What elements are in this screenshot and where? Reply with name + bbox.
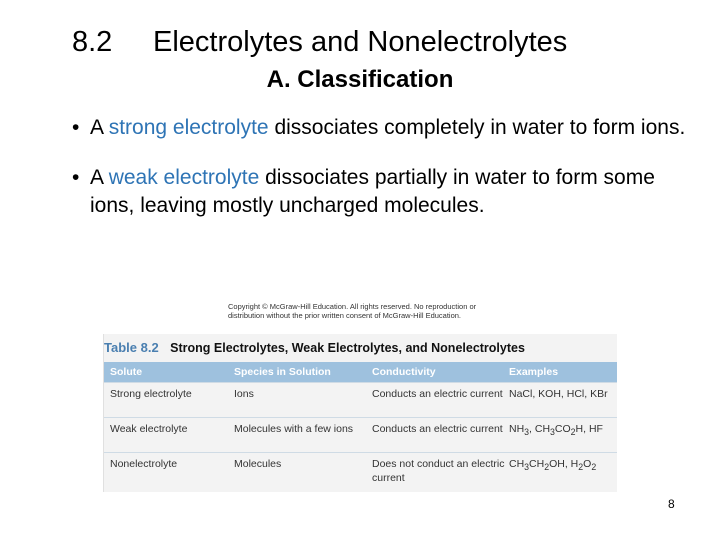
table-row [104, 452, 617, 487]
bullet-list [72, 114, 692, 242]
table-header-cell: Species in Solution [234, 366, 331, 378]
table-cell: Strong electrolyte [110, 388, 192, 400]
table-row [104, 417, 617, 452]
bullet-post: dissociates partially in water to form some ions, leaving mostly uncharged molecules. [90, 166, 655, 217]
table-cell: Conducts an electric current [372, 423, 503, 435]
table-cell: Ions [234, 388, 254, 400]
table-header-cell: Examples [509, 366, 559, 378]
page-number: 8 [668, 497, 675, 511]
bullet-post: dissociates completely in water to form ions. [268, 116, 686, 139]
table-cell-formula: $NH_3$, $CH_3CO_2H$, HF [509, 423, 603, 438]
table-cell: Molecules [234, 458, 282, 470]
title-text: Electrolytes and Nonelectrolytes [153, 26, 568, 58]
subtitle-text: A. Classification [266, 66, 454, 93]
table-cell-formula: NaCl, KOH, HCl, KBr [509, 388, 608, 400]
table-number: Table 8.2 [104, 340, 159, 355]
electrolyte-table [103, 334, 617, 492]
slide-subtitle [0, 66, 720, 94]
table-cell: Weak electrolyte [110, 423, 188, 435]
bullet-highlight: weak electrolyte [108, 166, 260, 189]
bullet-pre: A [90, 116, 109, 139]
table-header-cell: Solute [110, 366, 143, 378]
table-cell: Nonelectrolyte [110, 458, 178, 470]
table-cell: Conducts an electric current [372, 388, 503, 400]
bullet-item [72, 164, 692, 220]
bullet-highlight: strong electrolyte [108, 116, 269, 139]
table-cell-formula: $CH_3CH_2OH$, $H_2O_2$ [509, 458, 597, 473]
copyright-notice: Copyright © McGraw-Hill Education. All rights reserved. No reproduction or distribution without the prior written consent of McGraw-Hill Education. [228, 302, 477, 320]
bullet-pre: A [90, 166, 109, 189]
table-header-cell: Conductivity [372, 366, 436, 378]
section-number: 8.2 [72, 26, 113, 58]
table-cell: Does not conduct an electric current [372, 458, 505, 484]
table-caption-text: Strong Electrolytes, Weak Electrolytes, and Nonelectrolytes [170, 341, 525, 355]
bullet-item [72, 114, 692, 142]
table-header-row [104, 362, 617, 382]
table-row [104, 382, 617, 417]
table-caption [104, 334, 617, 362]
table-cell: Molecules with a few ions [234, 423, 354, 435]
